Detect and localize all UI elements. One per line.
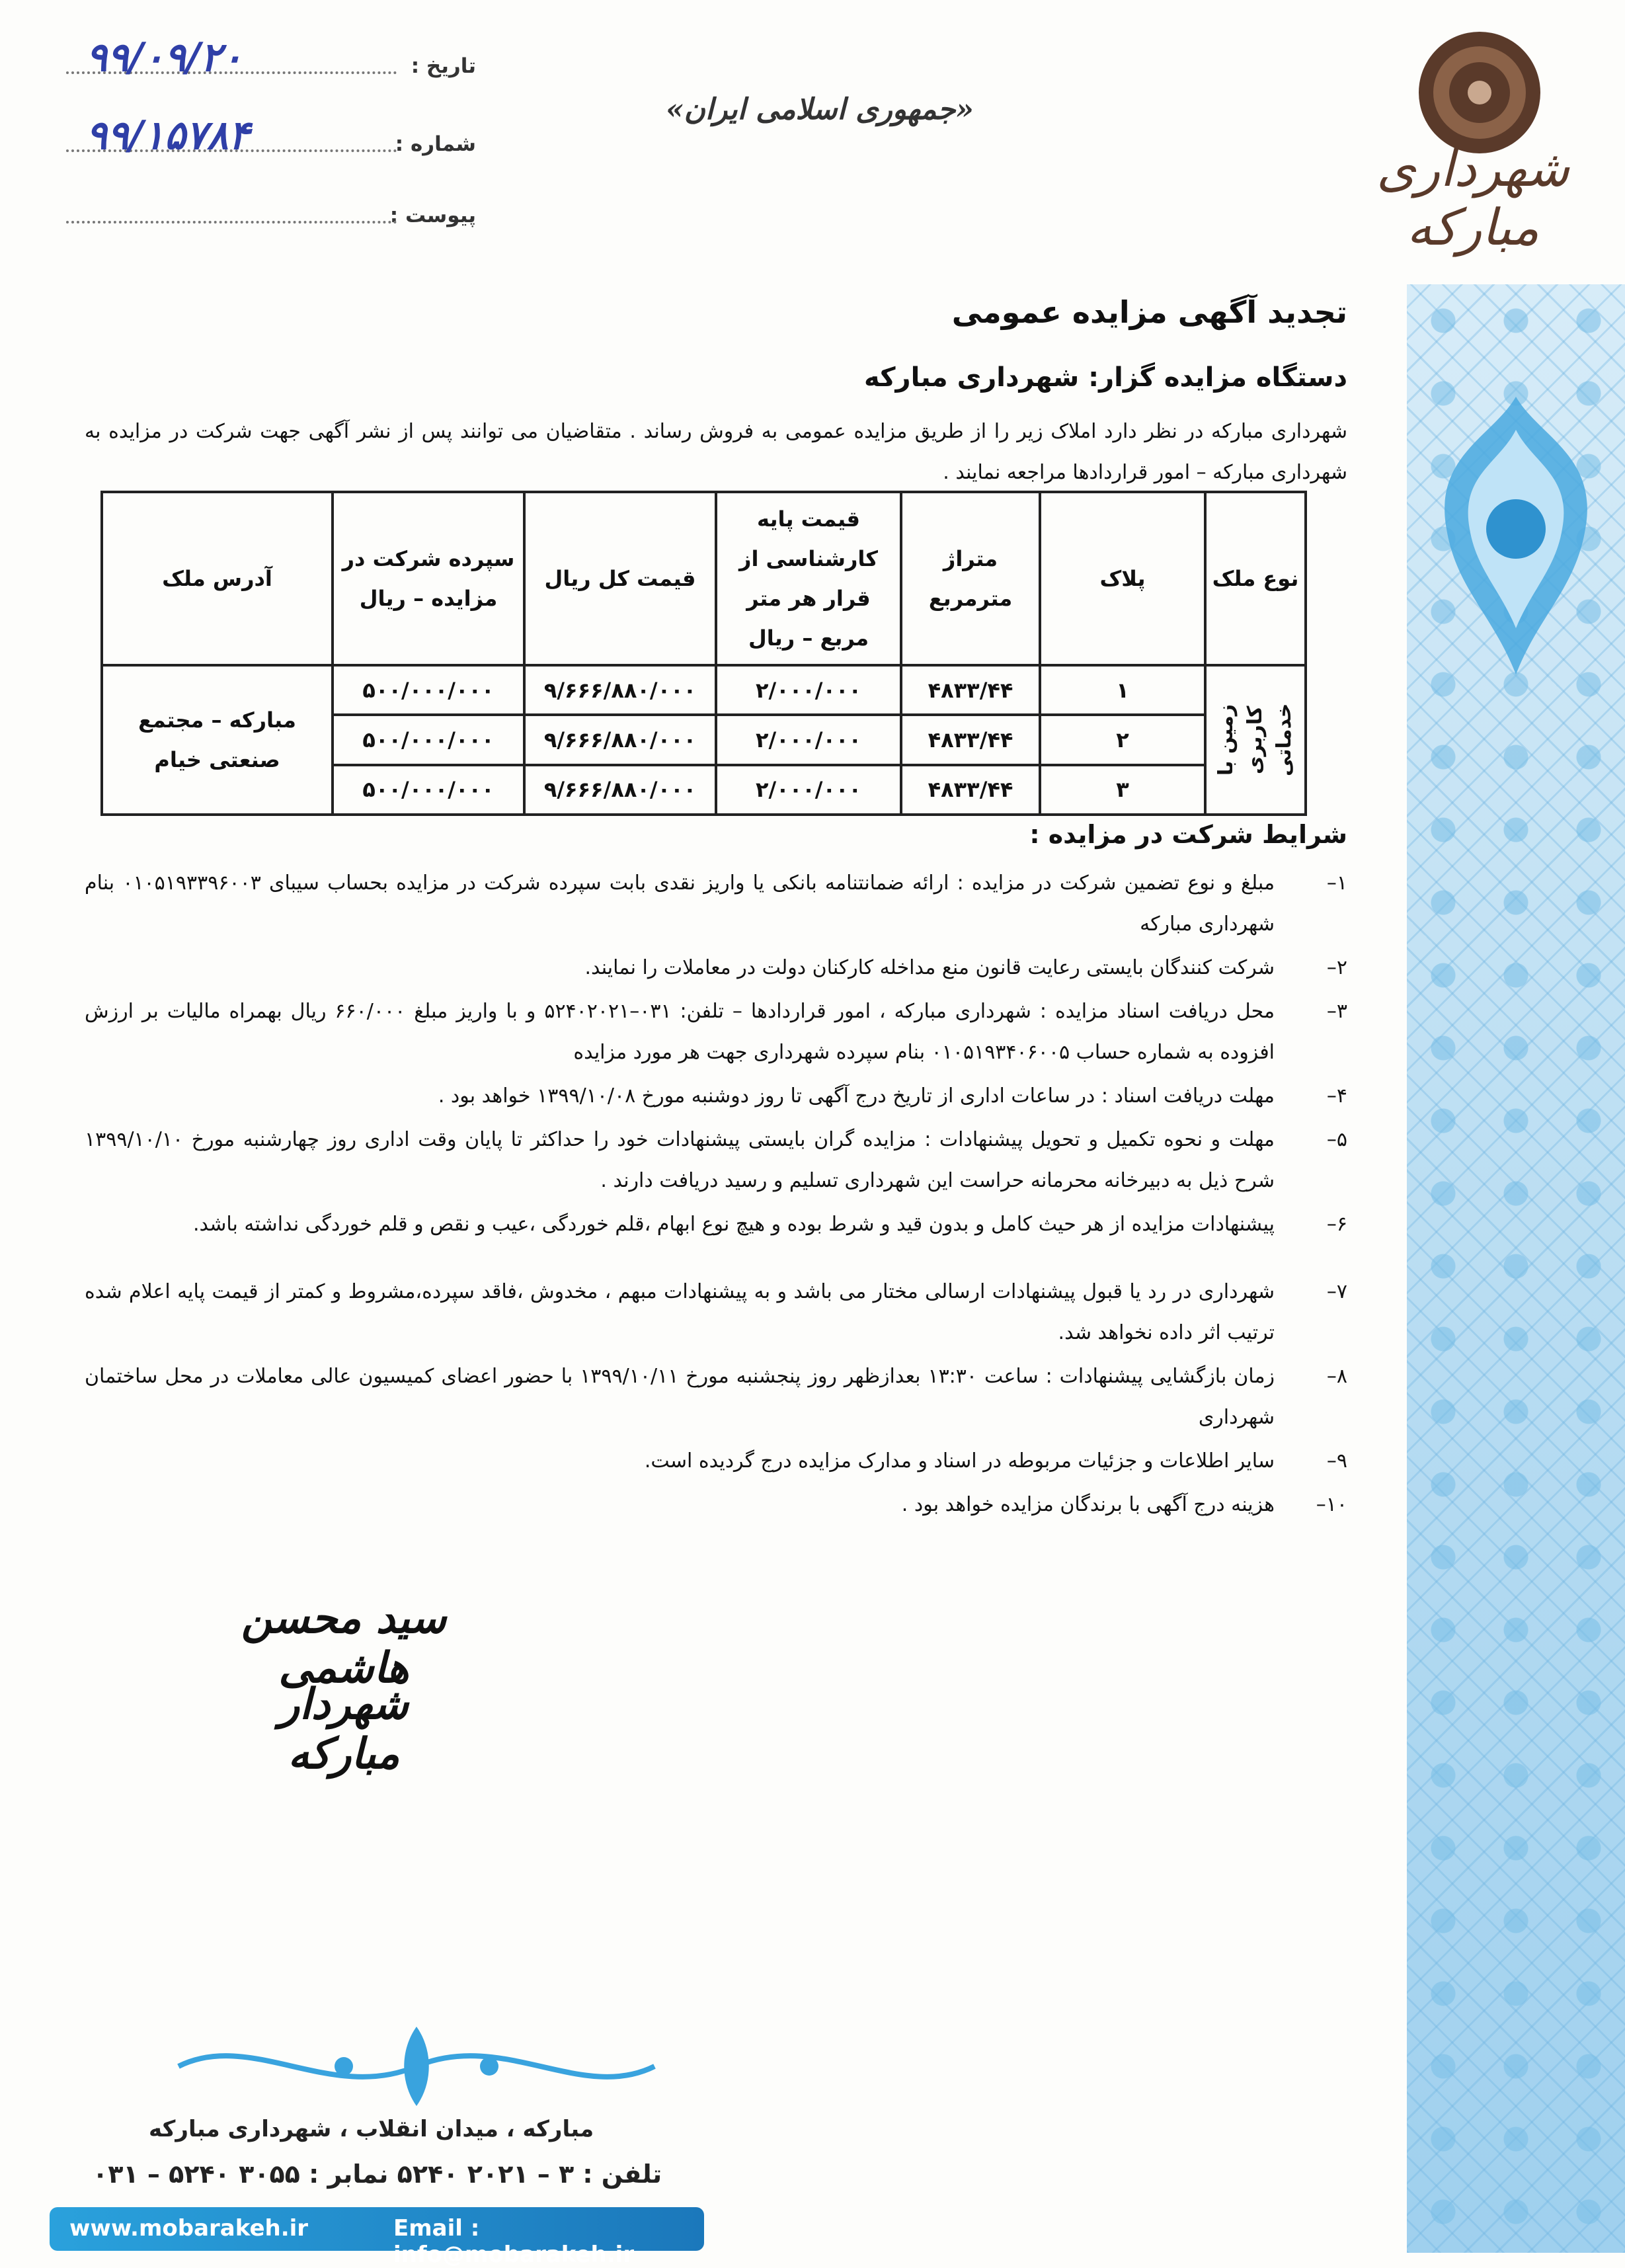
signature-title: شهردار مبارکه: [279, 1680, 409, 1779]
condition-text: شهرداری در رد یا قبول پیشنهادات ارسالی مختار می باشد و به پیشنهادات مبهم ، مخدوش ،فاقد سپرده،مشروط و کمتر از قیمت پایه اعلام شده ترتیب اثر داده نخواهد شد.: [85, 1280, 1275, 1344]
total-price-cell: ۹/۶۶۶/۸۸۰/۰۰۰: [524, 715, 716, 764]
condition-text: هزینه درج آگهی با برندگان مزایده خواهد بود .: [901, 1493, 1275, 1516]
date-label: تاریخ :: [411, 54, 476, 78]
header-total-price: قیمت کل ریال: [524, 492, 716, 665]
condition-number: ۹–: [1326, 1449, 1347, 1473]
condition-item: [85, 1484, 1347, 1525]
header-area: متراژ مترمربع: [901, 492, 1040, 665]
table-header-row: [102, 492, 1306, 665]
condition-number: ۱–: [1326, 871, 1347, 895]
deposit-cell: ۵۰۰/۰۰۰/۰۰۰: [333, 765, 524, 815]
condition-text: پیشنهادات مزایده از هر حیث کامل و بدون قید و شرط بوده و هیچ نوع ابهام ،قلم خوردگی ،عیب و نقص و قلم خوردگی نداشته باشد.: [192, 1213, 1275, 1236]
base-price-cell: ۲/۰۰۰/۰۰۰: [716, 665, 901, 715]
condition-text: مبلغ و نوع تضمین شرکت در مزایده : ارائه ضمانتنامه بانکی یا واریز نقدی بابت سپرده شرکت در مزایده بحساب سیبای ۰۱۰۵۱۹۳۳۹۶۰۰۳ بنام شهرداری مبارکه: [85, 871, 1275, 936]
condition-item: [85, 1356, 1347, 1438]
signature-name: سید محسن هاشمی: [241, 1594, 447, 1693]
base-price-cell: ۲/۰۰۰/۰۰۰: [716, 765, 901, 815]
plot-cell: ۲: [1040, 715, 1205, 764]
header-type: نوع ملک: [1205, 492, 1306, 665]
condition-item: [85, 991, 1347, 1073]
condition-text: شرکت کنندگان بایستی رعایت قانون منع مداخله کارکنان دولت در معاملات را نمایند.: [584, 956, 1275, 979]
type-value: زمین با کاربری خدماتی: [1214, 703, 1296, 777]
date-value: ۹۹/۰۹/۲۰: [86, 34, 243, 81]
condition-item: [85, 1076, 1347, 1117]
header-base-price: قیمت پایه کارشناسی از قرار هر متر مربع – ریال: [716, 492, 901, 665]
number-value: ۹۹/۱۵۷۸۴: [86, 112, 250, 159]
website-link[interactable]: www.mobarakeh.ir: [69, 2215, 309, 2242]
type-cell: [1205, 665, 1306, 815]
condition-number: ۲–: [1326, 956, 1347, 979]
condition-item: [85, 1272, 1347, 1354]
footer-ornament-icon: [172, 2023, 661, 2109]
area-cell: ۴۸۳۳/۴۴: [901, 765, 1040, 815]
address-cell: مبارکه – مجتمع صنعتی خیام: [102, 665, 333, 815]
condition-number: ۴–: [1326, 1084, 1347, 1108]
condition-number: ۱۰–: [1316, 1493, 1347, 1516]
area-cell: ۴۸۳۳/۴۴: [901, 665, 1040, 715]
condition-item: [85, 1119, 1347, 1201]
base-price-cell: ۲/۰۰۰/۰۰۰: [716, 715, 901, 764]
condition-item: [85, 1441, 1347, 1482]
condition-text: مهلت دریافت اسناد : در ساعات اداری از تاریخ درج آگهی تا روز دوشنبه مورخ ۱۳۹۹/۱۰/۰۸ خواهد بود .: [438, 1084, 1275, 1108]
condition-item: [85, 1204, 1347, 1245]
plot-cell: ۳: [1040, 765, 1205, 815]
plot-cell: ۱: [1040, 665, 1205, 715]
total-price-cell: ۹/۶۶۶/۸۸۰/۰۰۰: [524, 765, 716, 815]
condition-number: ۶–: [1326, 1213, 1347, 1236]
condition-item: [85, 863, 1347, 945]
attachment-label: پیوست :: [389, 204, 476, 227]
table-row: [102, 665, 1306, 715]
area-cell: ۴۸۳۳/۴۴: [901, 715, 1040, 764]
deposit-cell: ۵۰۰/۰۰۰/۰۰۰: [333, 715, 524, 764]
republic-heading: «جمهوری اسلامی ایران»: [666, 93, 974, 126]
condition-number: ۵–: [1326, 1128, 1347, 1151]
arabesque-medallion-icon: [1433, 397, 1599, 674]
properties-table: [100, 491, 1307, 816]
header-deposit: سپرده شرکت در مزایده – ریال: [333, 492, 524, 665]
condition-number: ۳–: [1326, 1000, 1347, 1023]
footer-address: مبارکه ، میدان انقلاب ، شهرداری مبارکه: [149, 2116, 594, 2142]
total-price-cell: ۹/۶۶۶/۸۸۰/۰۰۰: [524, 665, 716, 715]
header-plot: پلاک: [1040, 492, 1205, 665]
condition-number: ۷–: [1326, 1280, 1347, 1303]
deposit-cell: ۵۰۰/۰۰۰/۰۰۰: [333, 665, 524, 715]
condition-text: محل دریافت اسناد مزایده : شهرداری مبارکه ، امور قراردادها – تلفن: ۰۳۱–۵۲۴۰۲۰۲۱ و با واریز مبلغ ۶۶۰/۰۰۰ ریال بهمراه مالیات بر ارزش افزوده به شماره حساب ۰۱۰۵۱۹۳۴۰۶۰۰۵ بنام سپرده شهرداری جهت هر مورد مزایده: [85, 1000, 1275, 1064]
number-label: شماره :: [395, 132, 476, 156]
footer-contact-bar: [50, 2207, 704, 2268]
logo-text: شهرداری مبارکه: [1376, 139, 1569, 257]
footer-phone: تلفن : ۳ – ۲۰۲۱ ۵۲۴۰ نمابر : ۳۰۵۵ ۵۲۴۰ – ۰۳۱: [93, 2160, 662, 2189]
header-address: آدرس ملک: [102, 492, 333, 665]
intro-paragraph: شهرداری مبارکه در نظر دارد املاک زیر را از طریق مزایده عمومی به فروش رساند . متقاضیان می توانند پس از نشر آگهی جهت شرکت در مزایده به شهرداری مبارکه – امور قراردادها مراجعه نمایند .: [85, 420, 1347, 484]
page-title: تجدید آگهی مزایده عمومی: [951, 294, 1347, 330]
page-subtitle: دستگاه مزایده گزار: شهرداری مبارکه: [864, 362, 1347, 393]
condition-item: [85, 948, 1347, 989]
condition-text: زمان بازگشایی پیشنهادات : ساعت ۱۳:۳۰ بعدازظهر روز پنجشنبه مورخ ۱۳۹۹/۱۰/۱۱ با حضور اعضای کمیسیون عالی معاملات در محل ساختمان شهرداری: [85, 1365, 1275, 1429]
condition-text: سایر اطلاعات و جزئیات مربوطه در اسناد و مدارک مزایده درج گردیده است.: [644, 1449, 1275, 1473]
email-link[interactable]: Email : info@mobarakeh.ir: [393, 2215, 635, 2268]
condition-text: مهلت و نحوه تکمیل و تحویل پیشنهادات : مزایده گران بایستی پیشنهادات خود را حداکثر تا پایان وقت اداری روز چهارشنبه مورخ ۱۳۹۹/۱۰/۱۰ شرح ذیل به دبیرخانه محرمانه حراست این شهرداری تسلیم و رسید دریافت دارند .: [85, 1128, 1275, 1192]
condition-number: ۸–: [1326, 1365, 1347, 1388]
conditions-title: شرایط شرکت در مزایده :: [1029, 820, 1347, 849]
conditions-list: [85, 863, 1347, 1528]
